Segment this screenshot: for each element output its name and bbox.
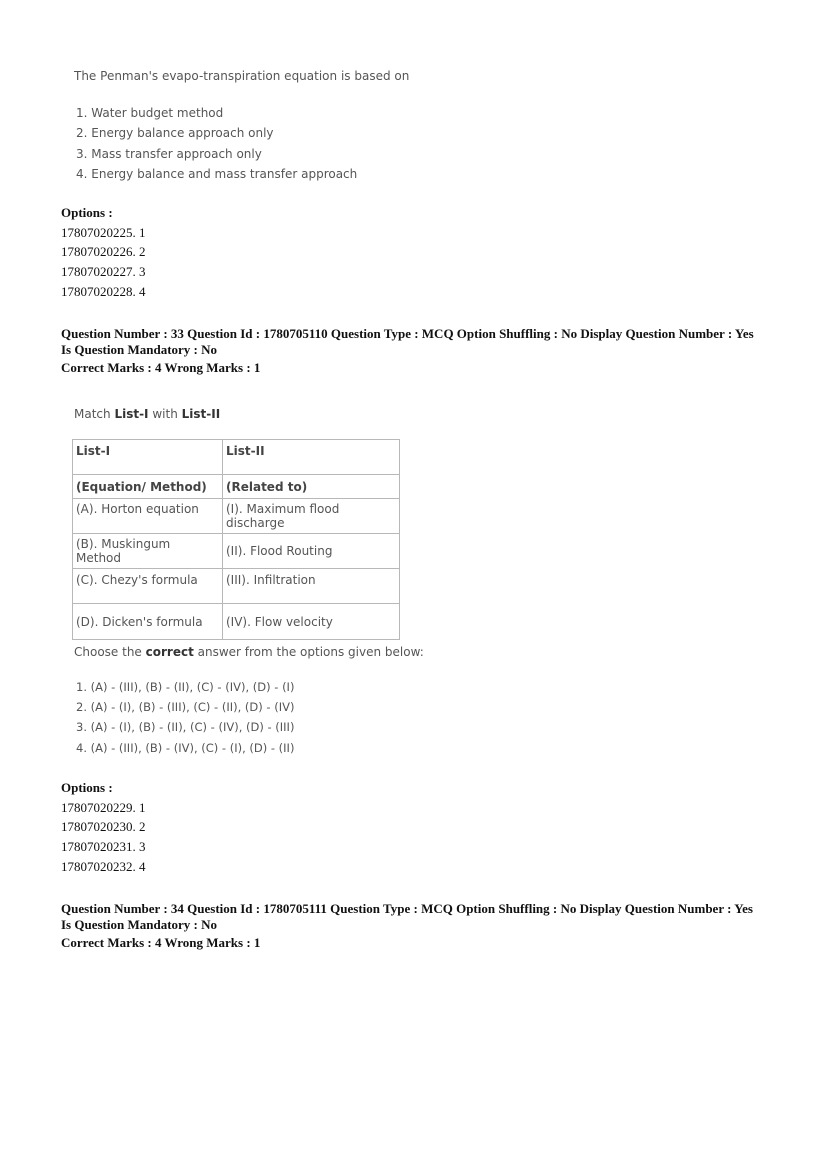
table-cell: (I). Maximum flood discharge [223,499,400,534]
q33-choice-3: 3. (A) - (I), (B) - (II), (C) - (IV), (D) - (III) [76,720,295,735]
table-header-row-1 [73,440,400,475]
q33-option-4: 17807020232. 4 [61,858,146,874]
q33-meta-line1: Question Number : 33 Question Id : 1780705110 Question Type : MCQ Option Shuffling : No Display Question Number : Yes [61,326,754,341]
q34-marks: Correct Marks : 4 Wrong Marks : 1 [61,935,261,950]
q32-choice-1: 1. Water budget method [76,106,224,120]
table-row [73,499,400,534]
q32-stem: The Penman's evapo-transpiration equation is based on [74,69,410,83]
q32-choice-3: 3. Mass transfer approach only [76,146,262,161]
q33-stem-list2: List-II [181,407,221,421]
table-cell: (B). Muskingum Method [73,534,223,569]
table-header-list1: List-I [73,440,223,475]
table-header-method: (Equation/ Method) [73,475,223,499]
table-cell: (D). Dicken's formula [73,604,223,640]
choose-bold: correct [145,645,194,659]
q32-choice-2: 2. Energy balance approach only [76,126,274,141]
q32-choice-list [76,103,357,184]
q33-choice-4: 4. (A) - (III), (B) - (IV), (C) - (I), (D) - (II) [76,740,295,755]
q33-choice-2: 2. (A) - (I), (B) - (III), (C) - (II), (D) - (IV) [76,700,295,715]
q32-option-3: 17807020227. 3 [61,264,146,280]
q32-options-label: Options : [61,205,113,220]
table-header-row-2 [73,475,400,499]
table-row [73,604,400,640]
q32-option-1: 17807020225. 1 [61,224,146,240]
q32-options-block [61,203,146,301]
q33-meta [61,326,811,376]
q32-option-2: 17807020226. 2 [61,244,146,260]
q33-options-block [61,778,146,876]
table-row [73,534,400,569]
q33-stem [74,407,220,421]
table-cell: (C). Chezy's formula [73,569,223,604]
q32-choice-4: 4. Energy balance and mass transfer approach [76,166,358,181]
q33-meta-line2: Is Question Mandatory : No [61,342,218,357]
q33-choice-1: 1. (A) - (III), (B) - (II), (C) - (IV), (D) - (I) [76,680,295,694]
choose-suffix: answer from the options given below: [193,645,424,659]
choose-prefix: Choose the [74,645,146,659]
q33-choose-instruction [74,645,424,659]
q34-meta [61,901,811,951]
table-cell: (A). Horton equation [73,499,223,534]
q33-marks: Correct Marks : 4 Wrong Marks : 1 [61,360,261,375]
q32-option-4: 17807020228. 4 [61,283,146,299]
table-cell: (II). Flood Routing [223,534,400,569]
q33-option-2: 17807020230. 2 [61,819,146,835]
table-cell: (IV). Flow velocity [223,604,400,640]
q34-meta-line1: Question Number : 34 Question Id : 1780705111 Question Type : MCQ Option Shuffling : No Display Question Number : Yes [61,901,753,916]
q33-choice-list [76,677,294,758]
table-header-list2: List-II [223,440,400,475]
table-cell: (III). Infiltration [223,569,400,604]
q33-option-3: 17807020231. 3 [61,839,146,855]
q34-meta-line2: Is Question Mandatory : No [61,917,218,932]
match-table [72,439,400,640]
q33-option-1: 17807020229. 1 [61,799,146,815]
q33-stem-prefix: Match [74,407,115,421]
q33-options-label: Options : [61,780,113,795]
q33-stem-list1: List-I [114,407,149,421]
q33-stem-mid: with [148,407,182,421]
table-row [73,569,400,604]
table-header-related: (Related to) [223,475,400,499]
